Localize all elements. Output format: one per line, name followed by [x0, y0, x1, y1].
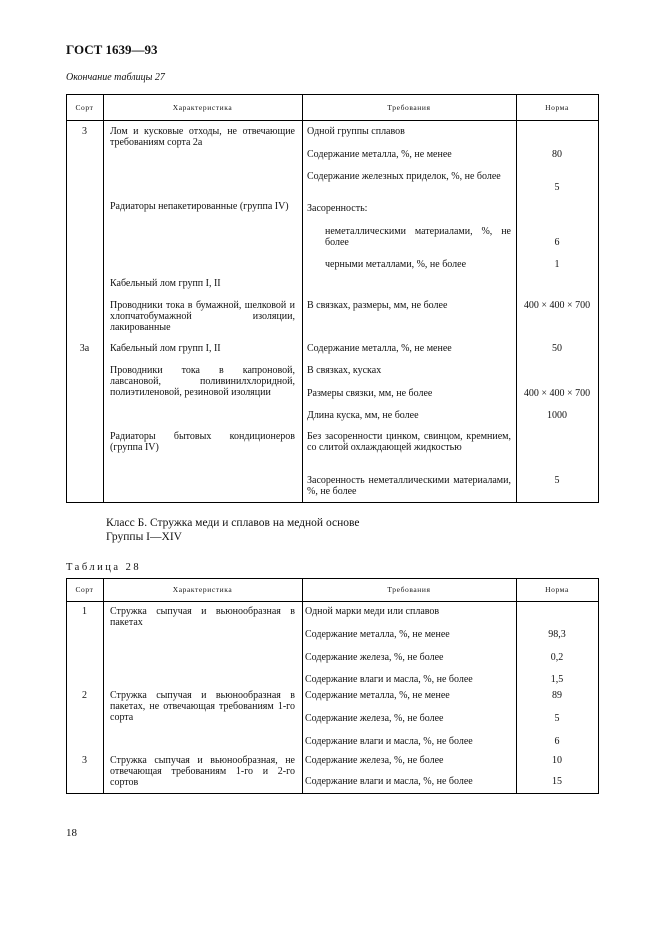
requirement-text: Содержание влаги и масла, %, не более — [305, 776, 473, 787]
requirement-text: Засоренность: — [307, 203, 368, 214]
requirement-text: Содержание железа, %, не более — [305, 755, 444, 766]
sort-value: 3 — [82, 126, 87, 137]
header-rule — [66, 601, 599, 602]
characteristic-text: Проводники тока в бумажной, шелковой и хлопчатобумажной изоляции, лакированные — [110, 300, 295, 333]
characteristic-text: Кабельный лом групп I, II — [110, 343, 221, 354]
requirement-text: Содержание железа, %, не более — [305, 713, 444, 724]
requirement-text: черными металлами, %, не более — [325, 259, 467, 270]
column-rule — [598, 578, 599, 794]
characteristic-text: Стружка сыпучая и вьюнообразная, не отвечающая требованиям 1-го и 2-го сортов — [110, 755, 295, 788]
norm-value: 80 — [552, 149, 562, 160]
requirement-text: неметаллическими материалами, %, не более — [325, 226, 511, 248]
requirement-text: Содержание металла, %, не менее — [307, 343, 452, 354]
norm-value: 0,2 — [550, 652, 564, 663]
characteristic-text: Лом и кусковые отходы, не отвечающие требованиям сорта 2а — [110, 126, 295, 148]
requirement-text: Одной группы сплавов — [307, 126, 405, 137]
class-title: Класс Б. Стружка меди и сплавов на медной основе — [106, 517, 360, 529]
sort-value: 2 — [82, 690, 87, 701]
norm-value: 89 — [552, 690, 562, 701]
requirement-text: Длина куска, мм, не более — [307, 410, 419, 421]
requirement-text: Содержание металла, %, не менее — [307, 149, 452, 160]
table-border — [66, 502, 599, 503]
norm-value: 15 — [552, 776, 562, 787]
norm-value: 1000 — [547, 410, 567, 421]
characteristic-text: Стружка сыпучая и вьюнообразная в пакетах, не отвечающая требованиям 1-го сорта — [110, 690, 295, 723]
norm-value: 98,3 — [548, 629, 566, 640]
column-header-sort: Сорт — [75, 103, 94, 112]
norm-value: 5 — [554, 475, 560, 486]
norm-value: 5 — [554, 713, 560, 724]
requirement-text: Содержание влаги и масла, %, не более — [305, 736, 473, 747]
column-header-norm: Норма — [545, 103, 569, 112]
characteristic-text: Стружка сыпучая и вьюнообразная в пакетах — [110, 606, 295, 628]
norm-value: 50 — [552, 343, 562, 354]
table-continuation-label: Окончание таблицы 27 — [66, 72, 165, 83]
characteristic-text: Кабельный лом групп I, II — [110, 278, 221, 289]
column-header-characteristic: Характеристика — [172, 103, 233, 112]
column-rule — [103, 94, 104, 503]
table-border — [66, 578, 599, 579]
requirement-text: Содержание металла, %, не менее — [305, 690, 450, 701]
column-header-characteristic: Характеристика — [172, 585, 233, 594]
requirement-text: Без засоренности цинком, свинцом, кремнием, со слитой охлаждающей жидкостью — [307, 431, 511, 453]
class-heading — [106, 516, 359, 544]
characteristic-text: Радиаторы непакетированные (группа IV) — [110, 201, 289, 212]
requirement-text: Содержание влаги и масла, %, не более — [305, 674, 473, 685]
requirement-text: В связках, размеры, мм, не более — [307, 300, 448, 311]
column-rule — [66, 94, 67, 503]
groups-range: Группы I—XIV — [106, 531, 182, 543]
characteristic-text: Проводники тока в капроновой, лавсановой, поливинилхлоридной, полиэтиленовой, резиновой изоляции — [110, 365, 295, 398]
page-number: 18 — [66, 827, 77, 839]
norm-value: 10 — [552, 755, 562, 766]
characteristic-text: Радиаторы бытовых кондиционеров (группа IV) — [110, 431, 295, 453]
requirement-text: Одной марки меди или сплавов — [305, 606, 440, 617]
table-28-title: Таблица 28 — [66, 562, 142, 573]
requirement-text: Содержание металла, %, не менее — [305, 629, 450, 640]
sort-value: 3а — [79, 343, 90, 354]
column-rule — [598, 94, 599, 503]
norm-value: 1,5 — [550, 674, 564, 685]
column-header-requirements: Требования — [387, 585, 431, 594]
norm-value: 400 × 400 × 700 — [523, 300, 591, 311]
requirement-text: Засоренность неметаллическими материалами, %, не более — [307, 475, 511, 497]
header-rule — [66, 120, 599, 121]
norm-value: 400 × 400 × 700 — [523, 388, 591, 399]
requirement-text: Содержание железных приделок, %, не более — [307, 171, 501, 182]
column-header-requirements: Требования — [387, 103, 431, 112]
norm-value: 6 — [554, 237, 560, 248]
norm-value: 5 — [554, 182, 560, 193]
column-rule — [103, 578, 104, 794]
norm-value: 1 — [554, 259, 560, 270]
column-header-norm: Норма — [545, 585, 569, 594]
sort-value: 1 — [82, 606, 87, 617]
requirement-text: Размеры связки, мм, не более — [307, 388, 433, 399]
column-rule — [302, 94, 303, 503]
requirement-text: В связках, кусках — [307, 365, 382, 376]
column-rule — [302, 578, 303, 794]
requirement-text: Содержание железа, %, не более — [305, 652, 444, 663]
norm-value: 6 — [554, 736, 560, 747]
sort-value: 3 — [82, 755, 87, 766]
document-code: ГОСТ 1639—93 — [66, 42, 158, 57]
table-border — [66, 94, 599, 95]
column-header-sort: Сорт — [75, 585, 94, 594]
table-border — [66, 793, 599, 794]
